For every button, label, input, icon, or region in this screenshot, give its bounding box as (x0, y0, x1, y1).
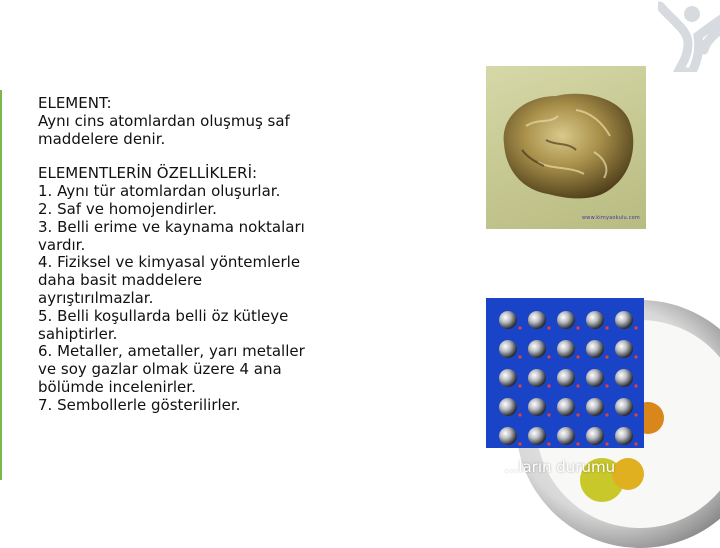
atom-icon (557, 311, 575, 329)
electron-dot-icon (518, 384, 521, 387)
electron-dot-icon (547, 413, 550, 416)
electron-dot-icon (547, 355, 550, 358)
electron-dot-icon (605, 442, 608, 445)
definition-line: Aynı cins atomlardan oluşmuş saf (38, 111, 290, 130)
property-line: 4. Fiziksel ve kimyasal yöntemlerle (38, 253, 301, 272)
property-line: ayrıştırılmazlar. (38, 288, 154, 307)
atom-icon (615, 398, 633, 416)
dish-caption: ...ların durumu (504, 458, 616, 476)
electron-dot-icon (634, 442, 637, 445)
property-line: ve soy gazlar olmak üzere 4 ana (38, 360, 282, 379)
atom-icon (499, 340, 517, 358)
atom-icon (528, 311, 546, 329)
atom-lattice-image (486, 298, 644, 448)
property-line: vardır. (38, 235, 86, 254)
property-line: 7. Sembollerle gösterilirler. (38, 395, 241, 414)
atom-icon (615, 369, 633, 387)
logo-figure-icon (658, 0, 720, 72)
atom-icon (499, 369, 517, 387)
electron-dot-icon (518, 355, 521, 358)
atom-icon (615, 427, 633, 445)
atom-icon (499, 398, 517, 416)
electron-dot-icon (605, 355, 608, 358)
atom-icon (586, 398, 604, 416)
electron-dot-icon (634, 413, 637, 416)
electron-dot-icon (576, 326, 579, 329)
electron-dot-icon (576, 413, 579, 416)
electron-dot-icon (605, 413, 608, 416)
accent-bar (0, 90, 2, 480)
definition-line: maddelere denir. (38, 129, 166, 148)
gold-nugget-icon (486, 66, 646, 229)
atom-icon (615, 340, 633, 358)
electron-dot-icon (576, 355, 579, 358)
electron-dot-icon (576, 384, 579, 387)
atom-icon (557, 340, 575, 358)
atom-icon (528, 369, 546, 387)
properties-heading: ELEMENTLERİN ÖZELLİKLERİ: (38, 164, 258, 183)
electron-dot-icon (576, 442, 579, 445)
atom-icon (557, 369, 575, 387)
atom-icon (586, 340, 604, 358)
electron-dot-icon (634, 326, 637, 329)
definition-heading: ELEMENT: (38, 94, 112, 112)
atom-icon (586, 311, 604, 329)
electron-dot-icon (518, 442, 521, 445)
electron-dot-icon (634, 384, 637, 387)
property-line: bölümde incelenirler. (38, 377, 196, 396)
electron-dot-icon (605, 384, 608, 387)
electron-dot-icon (518, 413, 521, 416)
property-line: sahiptirler. (38, 324, 118, 343)
atom-icon (499, 427, 517, 445)
property-line: 3. Belli erime ve kaynama noktaları (38, 217, 305, 236)
atom-icon (528, 427, 546, 445)
atom-icon (499, 311, 517, 329)
electron-dot-icon (547, 442, 550, 445)
property-line: 6. Metaller, ametaller, yarı metaller (38, 342, 305, 361)
atom-icon (615, 311, 633, 329)
property-line: 5. Belli koşullarda belli öz kütleye (38, 306, 289, 325)
atom-icon (586, 427, 604, 445)
atom-icon (528, 398, 546, 416)
electron-dot-icon (605, 326, 608, 329)
electron-dot-icon (518, 326, 521, 329)
atom-icon (557, 398, 575, 416)
property-line: 1. Aynı tür atomlardan oluşurlar. (38, 182, 281, 201)
element-text (38, 95, 368, 415)
atom-icon (528, 340, 546, 358)
electron-dot-icon (547, 384, 550, 387)
atom-icon (586, 369, 604, 387)
property-line: 2. Saf ve homojendirler. (38, 199, 217, 218)
electron-dot-icon (634, 355, 637, 358)
electron-dot-icon (547, 326, 550, 329)
nugget-caption: www.kimyaokulu.com (582, 215, 640, 221)
atom-icon (557, 427, 575, 445)
property-line: daha basit maddelere (38, 271, 203, 290)
gold-nugget-image (486, 66, 646, 229)
